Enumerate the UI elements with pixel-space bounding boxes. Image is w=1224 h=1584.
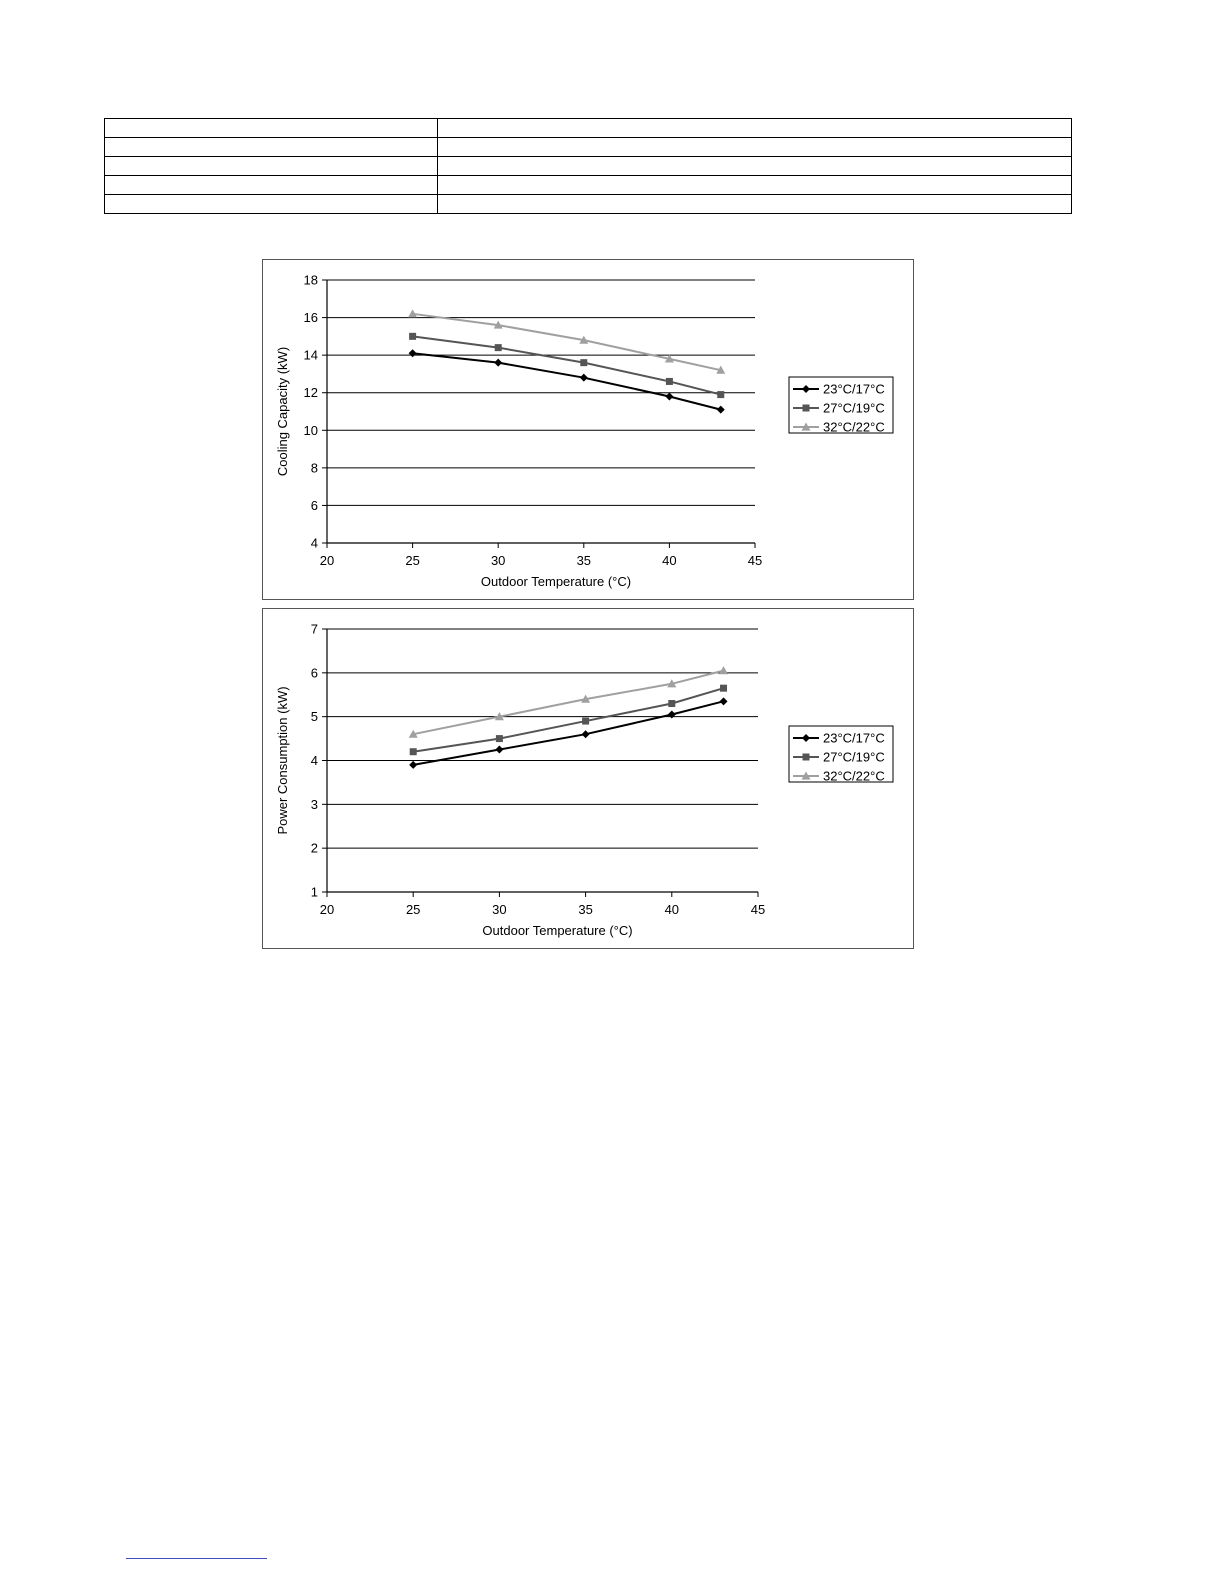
table-cell <box>438 119 1072 138</box>
diamond-marker <box>665 392 673 400</box>
footer-rule <box>126 1558 267 1559</box>
series-line-1 <box>413 353 721 409</box>
legend-label: 23°C/17°C <box>823 381 885 397</box>
y-tick-label: 5 <box>310 709 318 725</box>
table-cell <box>438 138 1072 157</box>
x-axis-label: Outdoor Temperature (°C) <box>480 574 632 589</box>
x-tick-label: 45 <box>747 553 763 568</box>
square-marker <box>803 754 810 761</box>
x-tick-label: 40 <box>664 902 680 917</box>
y-tick-label: 14 <box>303 347 318 363</box>
square-marker <box>409 333 416 340</box>
table-cell <box>438 176 1072 195</box>
x-tick-label: 25 <box>405 902 421 917</box>
y-tick-label: 16 <box>303 310 318 326</box>
table-cell <box>105 195 438 214</box>
y-tick-label: 2 <box>310 840 318 856</box>
square-marker <box>666 378 673 385</box>
y-tick-label: 6 <box>310 497 318 513</box>
table-cell <box>105 176 438 195</box>
y-axis-label: Cooling Capacity (kW) <box>275 346 290 477</box>
table-cell <box>438 195 1072 214</box>
table-cell <box>105 157 438 176</box>
power-consumption-chart-svg <box>263 609 913 948</box>
table-row <box>105 195 1072 214</box>
legend-label: 32°C/22°C <box>823 419 885 435</box>
square-marker <box>580 359 587 366</box>
diamond-marker <box>582 730 590 738</box>
series-line-2 <box>413 688 723 752</box>
table-row <box>105 119 1072 138</box>
y-tick-label: 1 <box>310 884 318 900</box>
table-row <box>105 157 1072 176</box>
table-row <box>105 138 1072 157</box>
legend-label: 32°C/22°C <box>823 768 885 784</box>
square-marker <box>410 748 417 755</box>
diamond-marker <box>495 746 503 754</box>
square-marker <box>720 685 727 692</box>
power-consumption-chart <box>262 608 914 949</box>
y-tick-label: 6 <box>310 665 318 681</box>
x-tick-label: 20 <box>319 553 335 568</box>
cooling-capacity-chart-svg <box>263 260 913 599</box>
y-tick-label: 12 <box>303 385 318 401</box>
table-cell <box>105 119 438 138</box>
table-cell <box>105 138 438 157</box>
legend-label: 27°C/19°C <box>823 749 885 765</box>
x-tick-label: 45 <box>750 902 766 917</box>
x-tick-label: 35 <box>576 553 592 568</box>
triangle-marker <box>719 666 728 674</box>
legend-label: 27°C/19°C <box>823 400 885 416</box>
x-tick-label: 40 <box>662 553 677 568</box>
square-marker <box>803 405 810 412</box>
y-tick-label: 7 <box>310 621 318 637</box>
diamond-marker <box>494 359 502 367</box>
x-tick-label: 20 <box>319 902 335 917</box>
y-tick-label: 8 <box>310 460 318 476</box>
y-tick-label: 4 <box>310 753 318 768</box>
series-line-1 <box>413 701 723 765</box>
x-tick-label: 30 <box>490 553 506 568</box>
square-marker <box>495 344 502 351</box>
legend-label: 23°C/17°C <box>823 730 885 746</box>
x-tick-label: 25 <box>405 553 420 568</box>
spec-table <box>104 118 1072 214</box>
y-tick-label: 4 <box>310 535 318 551</box>
diamond-marker <box>668 710 676 718</box>
y-tick-label: 10 <box>303 422 318 438</box>
square-marker <box>717 391 724 398</box>
table-row <box>105 176 1072 195</box>
table-cell <box>438 157 1072 176</box>
x-tick-label: 30 <box>492 902 507 917</box>
y-axis-label: Power Consumption (kW) <box>275 686 290 835</box>
square-marker <box>582 718 589 725</box>
diamond-marker <box>720 697 728 705</box>
y-tick-label: 3 <box>310 796 318 812</box>
diamond-marker <box>717 406 725 414</box>
diamond-marker <box>409 761 417 769</box>
square-marker <box>668 700 675 707</box>
diamond-marker <box>409 349 417 357</box>
x-axis-label: Outdoor Temperature (°C) <box>482 923 633 938</box>
series-line-2 <box>413 336 721 394</box>
square-marker <box>496 735 503 742</box>
x-tick-label: 35 <box>578 902 593 917</box>
diamond-marker <box>580 374 588 382</box>
y-tick-label: 18 <box>303 272 318 288</box>
cooling-capacity-chart <box>262 259 914 600</box>
